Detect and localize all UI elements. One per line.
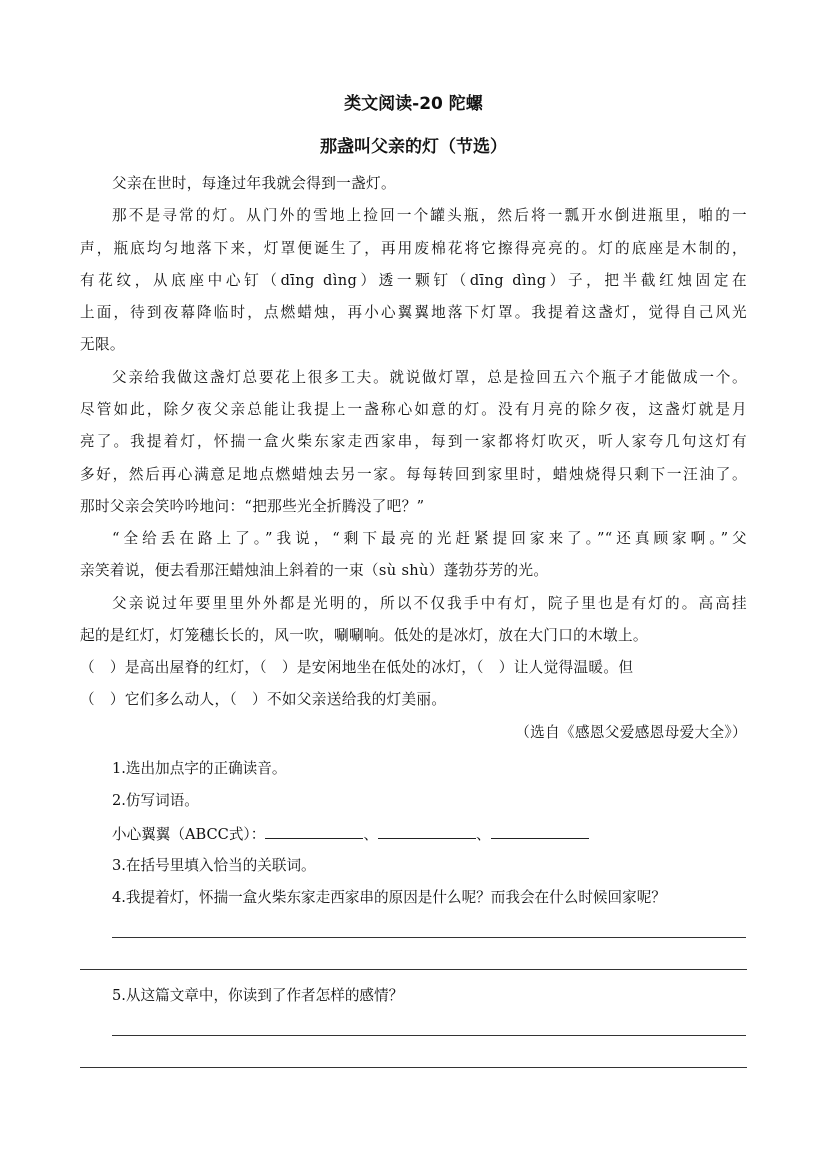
passage-line: 有花纹，从底座中心钉（dīng dìng）透一颗钉（dīng dìng）子，把半截红烛固定在 [80,272,747,289]
question-4: 4.我提着灯，怀揣一盒火柴东家走西家串的原因是什么呢？而我会在什么时候回家呢？ [112,889,666,906]
answer-line[interactable] [80,1067,747,1068]
passage-line: 亮了。我提着灯，怀揣一盒火柴东家走西家串，每到一家都将灯吹灭，听人家夸几句这灯有 [80,433,747,450]
passage-line: 多好，然后再心满意足地点燃蜡烛去另一家。每每转回到家里时，蜡烛烧得只剩下一汪油了。 [80,466,747,483]
question-3: 3.在括号里填入恰当的关联词。 [112,857,316,874]
question-2-answer-row [112,824,589,844]
passage-line: （ ）是高出屋脊的红灯，（ ）是安闲地坐在低处的冰灯，（ ）让人觉得温暖。但 [80,659,634,676]
question-2-prompt: 小心翼翼（ABCC式）： [112,826,266,843]
passage-line: 那不是寻常的灯。从门外的雪地上捡回一个罐头瓶，然后将一瓢开水倒进瓶里，啪的一 [112,207,747,224]
passage-line: 父亲给我做这盏灯总要花上很多工夫。就说做灯罩，总是捡回五六个瓶子才能做成一个。 [112,369,747,386]
passage-line: 尽管如此，除夕夜父亲总能让我提上一盏称心如意的灯。没有月亮的除夕夜，这盏灯就是月 [80,401,747,418]
passage-source: （选自《感恩父爱感恩母爱大全》） [515,724,747,741]
passage-line: （ ）它们多么动人，（ ）不如父亲送给我的灯美丽。 [80,691,447,708]
answer-blank[interactable] [378,824,476,839]
answer-blank[interactable] [265,824,363,839]
separator: 、 [363,826,378,843]
answer-line[interactable] [112,1035,746,1036]
answer-blank[interactable] [491,824,589,839]
passage-line: 无限。 [80,336,125,353]
question-1: 1.选出加点字的正确读音。 [112,760,287,777]
answer-line[interactable] [80,969,747,970]
passage-line: 父亲在世时，每逢过年我就会得到一盏灯。 [112,175,396,192]
passage-line: 声，瓶底均匀地落下来，灯罩便诞生了，再用废棉花将它擦得亮亮的。灯的底座是木制的， [80,240,747,257]
answer-line[interactable] [112,937,746,938]
passage-line: “全给丢在路上了。”我说，“剩下最亮的光赶紧提回家来了。”“还真顾家啊。”父 [112,530,747,547]
passage-line: 上面，待到夜幕降临时，点燃蜡烛，再小心翼翼地落下灯罩。我提着这盏灯，觉得自己风光 [80,304,747,321]
passage-line: 父亲说过年要里里外外都是光明的，所以不仅我手中有灯，院子里也是有灯的。高高挂 [112,595,747,612]
passage-line: 起的是红灯，灯笼穗长长的，风一吹，唰唰响。低处的是冰灯，放在大门口的木墩上。 [80,627,648,644]
page-title: 类文阅读-20 陀螺 [344,94,483,114]
passage-title: 那盏叫父亲的灯（节选） [320,137,507,157]
passage-line: 那时父亲会笑吟吟地问：“把那些光全折腾没了吧？” [80,498,425,515]
separator: 、 [475,826,491,843]
passage-line: 亲笑着说，便去看那汪蜡烛油上斜着的一束（sù shù）蓬勃芬芳的光。 [80,562,549,579]
question-5: 5.从这篇文章中，你读到了作者怎样的感情？ [112,987,404,1004]
question-2: 2.仿写词语。 [112,792,199,809]
